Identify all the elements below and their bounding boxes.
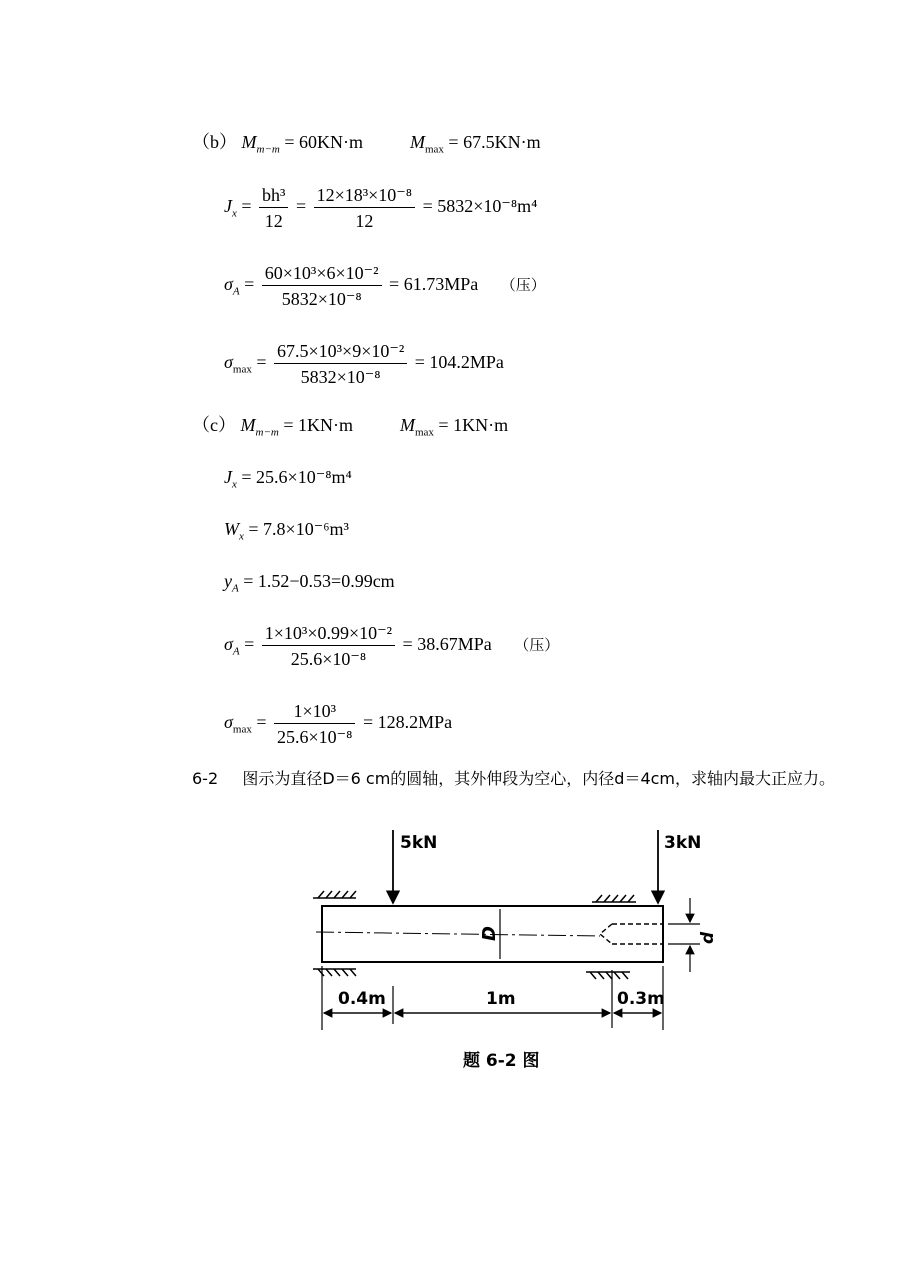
fraction [262,264,382,308]
fraction [259,186,288,230]
problem-text: 图示为直径D＝6 cm的圆轴，其外伸段为空心，内径d＝4cm，求轴内最大正应力。 [242,769,836,788]
part-b-m-max: 67.5KN·m [463,132,541,152]
label-D: D [479,926,500,941]
part-c-m-mm: 1KN·m [297,415,353,435]
load-left-label: 5kN [400,833,438,853]
support-top-left [313,891,356,898]
sigma-max-numerator: 1×10³ [274,702,355,724]
fraction [262,624,395,668]
problem-statement [192,766,835,789]
part-c-sigma-a: $\sigma_A$ = $\frac{\text{1×10³×0.99×10⁻²}}{\text{25.6×10⁻⁸}}$ = 38.67MPa （压） [224,623,560,669]
support-bottom-right [586,972,630,979]
part-c-wx-value: 7.8×10⁻⁶m³ [263,519,349,539]
sigma-a-denominator: 25.6×10⁻⁸ [290,649,367,669]
part-b-moments: （b） $M_{m-m} = 60KN\cdot m$ $M_{max} = 67.5KN\cdot m$ [192,132,541,156]
problem-number: 6-2 [192,769,219,788]
part-c-ya: $y_A = 1.52-0.53=0.99cm$ [224,571,395,595]
part-c-moments: （c） $M_{m-m} = 1KN\cdot m$ $M_{max} = 1KN\cdot m$ [192,415,509,439]
part-c-jx: $J_x = 25.6\times 10^{-8}m^4$ [224,467,352,491]
sigma-a-numerator: 60×10³×6×10⁻² [262,264,382,286]
part-c-ya-value: 1.52−0.53=0.99cm [257,571,395,591]
shaft-figure [300,820,720,1080]
sigma-max-result: 128.2MPa [377,712,453,733]
part-c-wx: $W_x = 7.8\times 10^{-6}m^3$ [224,519,349,543]
sigma-max-result: 104.2MPa [429,352,504,373]
fraction [314,186,415,230]
part-c-label: （c） [192,415,236,435]
sigma-a-result: 38.67MPa [417,634,492,655]
part-b-sigma-max: $\sigma_{max}$ = $\frac{\text{67.5×10³×9×10⁻²}}{\text{5832×10⁻⁸}}$ = 104.2MPa [224,341,504,387]
part-b-sigma-a: $\sigma_A$ = $\frac{\text{60×10³×6×10⁻²}}{\text{5832×10⁻⁸}}$ = 61.73MPa （压） [224,263,546,309]
jx-numerator: bh³ [259,186,288,208]
part-b-label: （b） [192,132,237,152]
sigma-max-denominator: 25.6×10⁻⁸ [277,727,353,747]
sigma-a-result: 61.73MPa [403,274,479,295]
fraction [274,702,355,746]
label-d: d [698,931,718,944]
hollow-bore [600,924,663,944]
load-right-label: 3kN [664,833,702,853]
part-c-sigma-max: $\sigma_{max}$ = $\frac{\text{1×10³}}{\text{25.6×10⁻⁸}}$ = 128.2MPa [224,701,453,747]
part-b-m-mm: 60KN·m [298,132,363,152]
sigma-a-denominator: 5832×10⁻⁸ [281,289,362,309]
part-b-jx-formula: $J_x$ = $\frac{\text{bh³}}{12}$ = $\frac{\text{12×18³×10⁻⁸}}{12}$ = 5832×10⁻⁸m⁴ [224,185,538,231]
dim-1m: 1m [486,989,516,1009]
jx-numerator-2: 12×18³×10⁻⁸ [314,186,415,208]
inner-diameter-dimension [668,898,700,972]
support-bottom-left [313,969,356,976]
fraction [274,342,407,386]
part-c-jx-value: 25.6×10⁻⁸m⁴ [256,467,352,487]
jx-denominator: 12 [264,211,283,231]
jx-result: 5832×10⁻⁸m⁴ [437,196,538,217]
sigma-max-numerator: 67.5×10³×9×10⁻² [274,342,407,364]
figure-caption: 题 6-2 图 [463,1051,540,1071]
jx-denominator-2: 12 [355,211,374,231]
sigma-max-denominator: 5832×10⁻⁸ [300,367,381,387]
support-top-right [592,895,636,902]
dim-0-3m: 0.3m [617,989,665,1009]
centerline [316,932,600,936]
dim-0-4m: 0.4m [338,989,386,1009]
part-c-m-max: 1KN·m [453,415,509,435]
compression-note: （压） [514,636,560,655]
sigma-a-numerator: 1×10³×0.99×10⁻² [262,624,395,646]
compression-note: （压） [500,276,546,295]
